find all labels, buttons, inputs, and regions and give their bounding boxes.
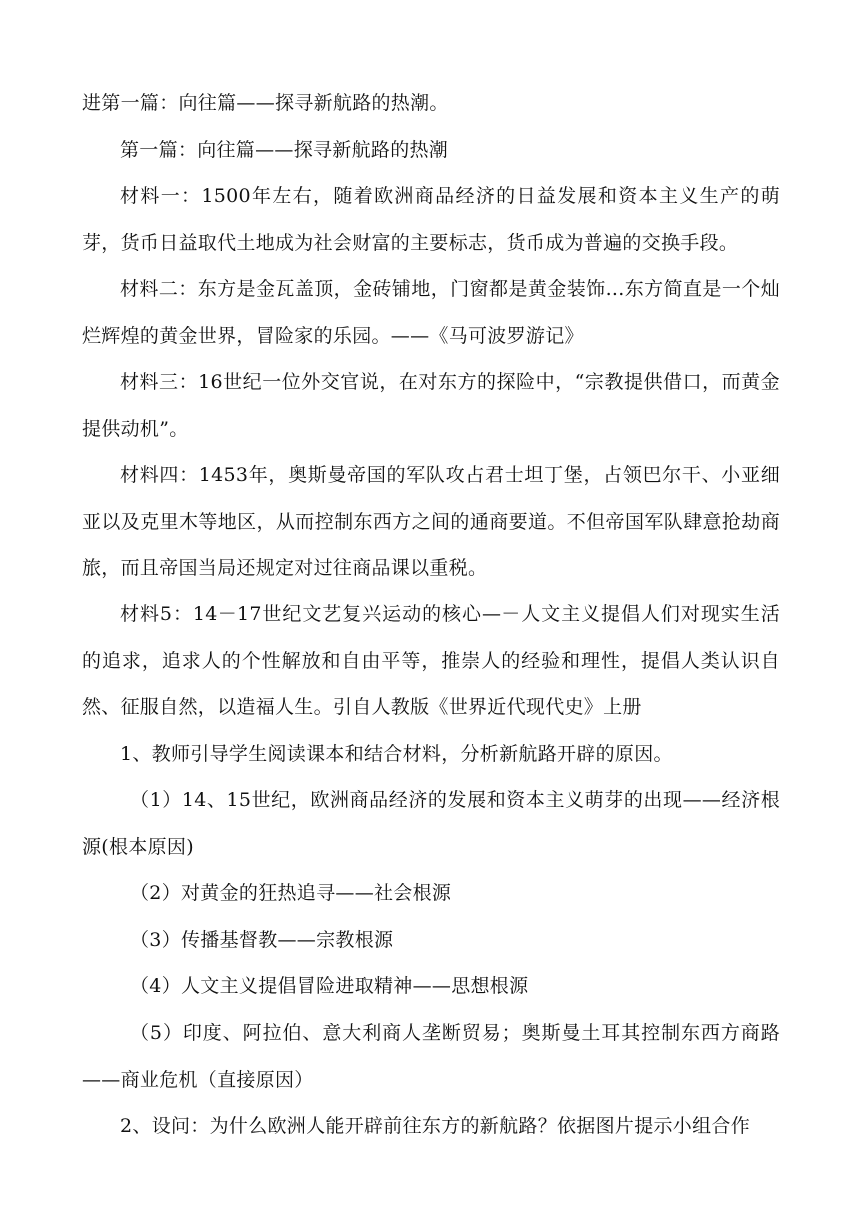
section-heading: 第一篇：向往篇——探寻新航路的热潮 (120, 139, 449, 161)
list-item-reason-2: （2）对黄金的狂热追寻——社会根源 (130, 882, 452, 904)
paragraph-material-2: 材料二：东方是金瓦盖顶，金砖铺地，门窗都是黄金装饰...东方简直是一个灿烂辉煌的黄金世界，冒险家的乐园。——《马可波罗游记》 (82, 278, 780, 347)
list-item-reason-4: （4）人文主义提倡冒险进取精神——思想根源 (130, 975, 529, 997)
paragraph-material-5: 材料5：14－17世纪文艺复兴运动的核心—－人文主义提倡人们对现实生活的追求，追求人的个性解放和自由平等，推崇人的经验和理性，提倡人类认识自然、征服自然，以造福人生。引自人教版《世界近代现代史》上册 (82, 603, 780, 718)
list-item-reason-3: （3）传播基督教——宗教根源 (130, 929, 394, 951)
paragraph-material-3: 材料三：16世纪一位外交官说，在对东方的探险中，“宗教提供借口，而黄金提供动机”。 (82, 371, 780, 440)
paragraph-material-4: 材料四：1453年，奥斯曼帝国的军队攻占君士坦丁堡，占领巴尔干、小亚细亚以及克里木等地区，从而控制东西方之间的通商要道。不但帝国军队肆意抢劫商旅，而且帝国当局还规定对过往商品课以重税。 (82, 464, 780, 579)
list-item-reason-5: （5）印度、阿拉伯、意大利商人垄断贸易；奥斯曼土耳其控制东西方商路——商业危机（直接原因） (82, 1022, 780, 1091)
paragraph-material-1: 材料一：1500年左右，随着欧洲商品经济的日益发展和资本主义生产的萌芽，货币日益取代土地成为社会财富的主要标志，货币成为普遍的交换手段。 (82, 185, 780, 254)
list-item-reason-1: （1）14、15世纪，欧洲商品经济的发展和资本主义萌芽的出现——经济根源(根本原因) (82, 789, 780, 858)
paragraph-question-2: 2、设问：为什么欧洲人能开辟前往东方的新航路？依据图片提示小组合作 (120, 1115, 750, 1137)
paragraph-intro: 进第一篇：向往篇——探寻新航路的热潮。 (82, 92, 449, 114)
paragraph-question-1: 1、教师引导学生阅读课本和结合材料，分析新航路开辟的原因。 (120, 743, 673, 765)
